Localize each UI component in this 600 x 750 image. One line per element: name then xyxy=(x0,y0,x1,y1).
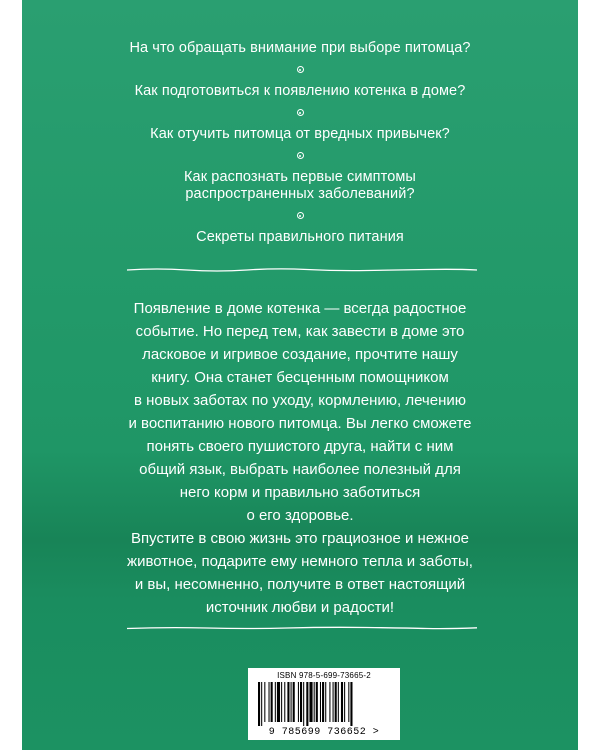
barcode-bar xyxy=(335,682,337,722)
barcode-bar xyxy=(293,682,295,722)
text-line: и вы, несомненно, получите в ответ настоящий xyxy=(134,576,466,593)
barcode-bar xyxy=(333,682,334,722)
barcode-bar xyxy=(329,682,330,722)
barcode-bar xyxy=(261,682,262,726)
barcode-bar xyxy=(271,682,273,722)
barcode-bar xyxy=(275,682,276,722)
barcode-bar xyxy=(287,682,289,722)
question-line: Как распознать первые симптомы xyxy=(184,169,416,185)
isbn-label: ISBN 978-5-699-73665-2 xyxy=(277,671,371,680)
barcode-bar xyxy=(309,682,312,722)
wavy-divider-bottom xyxy=(127,624,477,632)
barcode-bar xyxy=(320,682,321,722)
barcode-bar xyxy=(348,682,349,722)
barcode-bar xyxy=(322,682,324,722)
barcode-bar xyxy=(303,682,304,726)
text-line: источник любви и радости! xyxy=(205,599,395,616)
description-paragraph-1 xyxy=(22,297,578,527)
barcode-bar xyxy=(350,682,352,726)
barcode-bar xyxy=(298,682,299,722)
text-line: Появление в доме котенка — всегда радостное xyxy=(133,300,467,317)
barcode xyxy=(256,682,392,726)
question-item: Как подготовиться к появлению котенка в доме? xyxy=(134,83,466,99)
question-list xyxy=(22,40,578,246)
barcode-bar xyxy=(341,682,343,722)
text-line: животное, подарите ему немного тепла и заботы, xyxy=(127,553,473,570)
barcode-bar xyxy=(258,682,260,726)
text-line: о его здоровье. xyxy=(246,507,354,524)
text-line: в новых заботах по уходу, кормлению, лечению xyxy=(133,392,466,409)
barcode-bar xyxy=(284,682,285,722)
question-item xyxy=(22,169,578,203)
barcode-bar xyxy=(277,682,280,722)
question-item: Секреты правильного питания xyxy=(196,229,404,245)
barcode-bar xyxy=(325,682,326,722)
question-item: На что обращать внимание при выборе питомца? xyxy=(129,40,471,56)
description-paragraph-2 xyxy=(22,527,578,619)
barcode-bar xyxy=(314,682,315,722)
question-line: распространенных заболеваний? xyxy=(185,186,415,202)
circle-bullet-icon xyxy=(297,109,304,116)
text-line: и воспитанию нового питомца. Вы легко сможете xyxy=(128,415,472,432)
barcode-bar xyxy=(269,682,270,722)
barcode-bar xyxy=(264,682,265,722)
text-line: событие. Но перед тем, как завести в доме это xyxy=(135,323,465,340)
barcode-bar xyxy=(306,682,308,726)
isbn-barcode-block xyxy=(248,668,400,740)
barcode-bar xyxy=(291,682,292,722)
text-line: него корм и правильно заботиться xyxy=(179,484,421,501)
barcode-bar xyxy=(316,682,318,722)
barcode-bar xyxy=(281,682,282,722)
isbn-digits: 9 785699 736652 > xyxy=(268,727,380,738)
back-cover xyxy=(22,0,578,750)
wavy-divider-top xyxy=(127,266,477,274)
barcode-bar xyxy=(338,682,339,722)
text-line: понять своего пушистого друга, найти с ним xyxy=(146,438,454,455)
text-line: Впустите в свою жизнь это грациозное и нежное xyxy=(130,530,470,547)
text-line: общий язык, выбрать наиболее полезный для xyxy=(139,461,461,478)
circle-bullet-icon xyxy=(297,212,304,219)
barcode-bar xyxy=(344,682,345,722)
circle-bullet-icon xyxy=(297,66,304,73)
barcode-bar xyxy=(300,682,302,722)
question-item: Как отучить питомца от вредных привычек? xyxy=(150,126,450,142)
text-line: ласковое и игривое создание, прочтите нашу xyxy=(142,346,458,363)
circle-bullet-icon xyxy=(297,152,304,159)
text-line: книгу. Она станет бесценным помощником xyxy=(151,369,449,386)
